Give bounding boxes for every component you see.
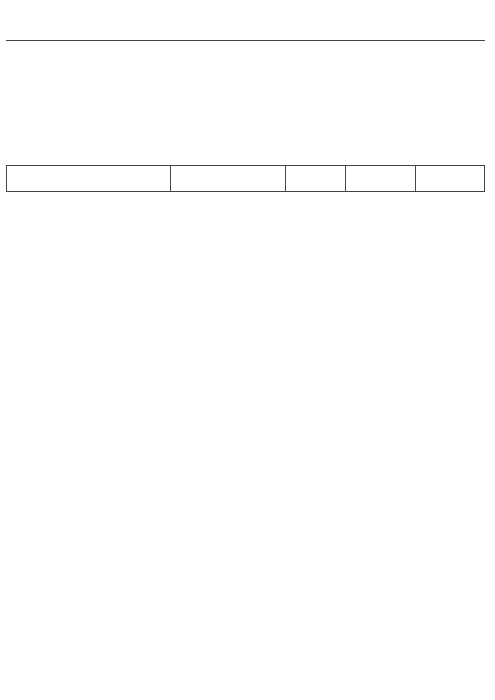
header-error (416, 166, 482, 191)
header-method (171, 166, 286, 191)
safety-table (6, 165, 485, 192)
top-results-table (6, 40, 485, 41)
header-name (7, 166, 171, 191)
table-header-row (7, 166, 484, 192)
header-limit (286, 166, 346, 191)
header-result (346, 166, 416, 191)
